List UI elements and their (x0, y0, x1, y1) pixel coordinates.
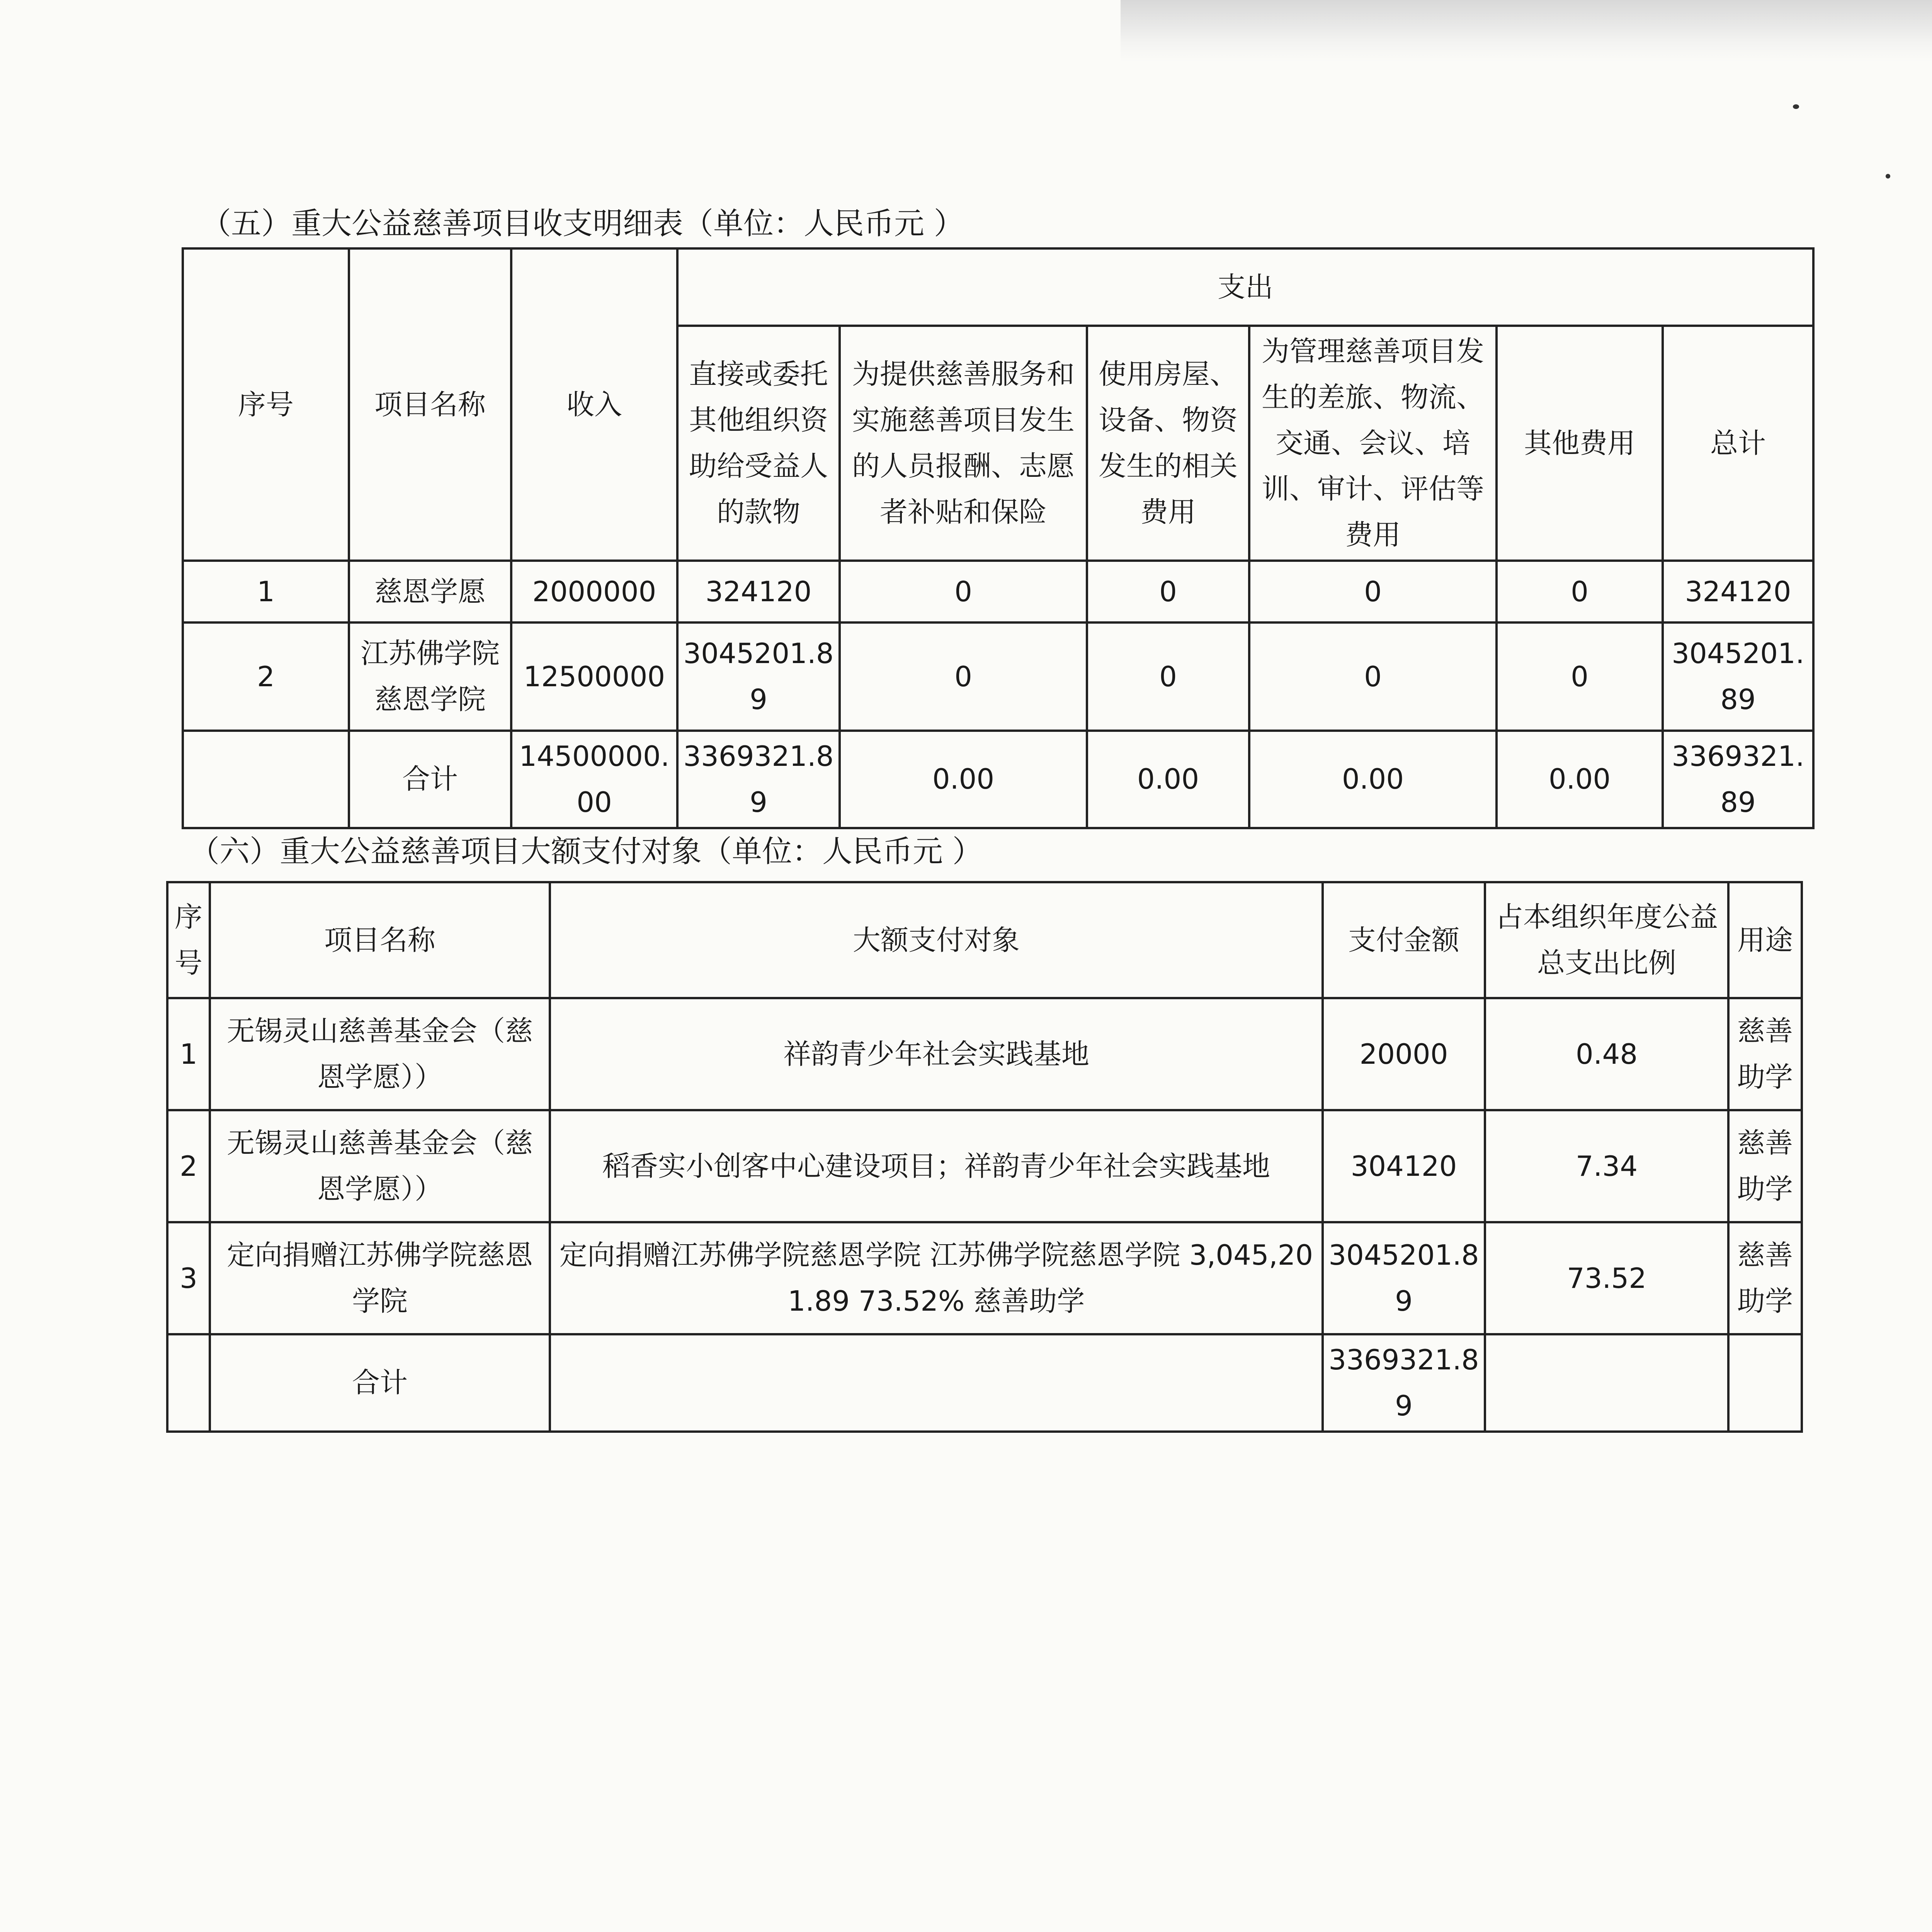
header-other: 其他费用 (1497, 326, 1663, 561)
cell-amount: 3045201.89 (1323, 1222, 1485, 1334)
header-management: 为管理慈善项目发生的差旅、物流、交通、会议、培训、审计、评估等费用 (1249, 326, 1497, 561)
table-row (167, 1110, 1802, 1222)
header-facilities: 使用房屋、设备、物资发生的相关费用 (1087, 326, 1249, 561)
cell-income: 12500000 (511, 622, 677, 731)
cell-facilities: 0 (1087, 561, 1249, 622)
cell-use: 慈善助学 (1728, 998, 1802, 1110)
cell-facilities: 0 (1087, 622, 1249, 731)
cell-name: 无锡灵山慈善基金会（慈恩学愿）） (210, 1110, 550, 1222)
cell-total: 3045201.89 (1663, 622, 1813, 731)
cell-other: 0.00 (1497, 731, 1663, 828)
scan-speck (1793, 104, 1799, 109)
cell-name: 无锡灵山慈善基金会（慈恩学愿）） (210, 998, 550, 1110)
cell-direct-aid: 3369321.89 (677, 731, 840, 828)
cell-seq: 1 (183, 561, 349, 622)
header-income: 收入 (511, 248, 677, 561)
cell-name: 定向捐赠江苏佛学院慈恩学院 (210, 1222, 550, 1334)
header-amount: 支付金额 (1323, 882, 1485, 998)
cell-seq (183, 731, 349, 828)
cell-total: 3369321.89 (1663, 731, 1813, 828)
cell-name: 合计 (349, 731, 511, 828)
cell-other: 0 (1497, 561, 1663, 622)
cell-target: 祥韵青少年社会实践基地 (550, 998, 1323, 1110)
header-total: 总计 (1663, 326, 1813, 561)
section5-title: （五）重大公益慈善项目收支明细表（单位：人民币元 ） (201, 206, 964, 241)
table-total-row (167, 1334, 1802, 1432)
cell-personnel: 0 (840, 561, 1087, 622)
section6-title: （六）重大公益慈善项目大额支付对象（单位：人民币元 ） (189, 834, 983, 869)
cell-amount: 304120 (1323, 1110, 1485, 1222)
header-seq: 序号 (183, 248, 349, 561)
header-name: 项目名称 (349, 248, 511, 561)
cell-ratio: 7.34 (1485, 1110, 1728, 1222)
scan-shadow (1121, 0, 1932, 62)
cell-name: 慈恩学愿 (349, 561, 511, 622)
cell-income: 14500000.00 (511, 731, 677, 828)
cell-personnel: 0.00 (840, 731, 1087, 828)
cell-seq: 2 (167, 1110, 210, 1222)
cell-seq: 1 (167, 998, 210, 1110)
cell-ratio (1485, 1334, 1728, 1432)
large-payments-table (166, 881, 1803, 1433)
cell-personnel: 0 (840, 622, 1087, 731)
cell-ratio: 0.48 (1485, 998, 1728, 1110)
table-total-row (183, 731, 1813, 828)
cell-target: 定向捐赠江苏佛学院慈恩学院 江苏佛学院慈恩学院 3,045,201.89 73.52% 慈善助学 (550, 1222, 1323, 1334)
cell-amount: 20000 (1323, 998, 1485, 1110)
header-expense-group: 支出 (677, 248, 1813, 326)
cell-income: 2000000 (511, 561, 677, 622)
cell-management: 0.00 (1249, 731, 1497, 828)
cell-use (1728, 1334, 1802, 1432)
cell-other: 0 (1497, 622, 1663, 731)
income-expense-table (182, 247, 1815, 829)
table-row (183, 622, 1813, 731)
table-row (167, 1222, 1802, 1334)
cell-direct-aid: 3045201.89 (677, 622, 840, 731)
cell-use: 慈善助学 (1728, 1110, 1802, 1222)
header-use: 用途 (1728, 882, 1802, 998)
cell-management: 0 (1249, 622, 1497, 731)
cell-management: 0 (1249, 561, 1497, 622)
header-seq: 序号 (167, 882, 210, 998)
cell-seq: 3 (167, 1222, 210, 1334)
cell-ratio: 73.52 (1485, 1222, 1728, 1334)
cell-seq: 2 (183, 622, 349, 731)
cell-target (550, 1334, 1323, 1432)
cell-target: 稻香实小创客中心建设项目；祥韵青少年社会实践基地 (550, 1110, 1323, 1222)
scan-speck (1886, 174, 1890, 179)
header-personnel: 为提供慈善服务和实施慈善项目发生的人员报酬、志愿者补贴和保险 (840, 326, 1087, 561)
cell-seq (167, 1334, 210, 1432)
cell-facilities: 0.00 (1087, 731, 1249, 828)
header-direct-aid: 直接或委托其他组织资助给受益人的款物 (677, 326, 840, 561)
cell-amount: 3369321.89 (1323, 1334, 1485, 1432)
header-name: 项目名称 (210, 882, 550, 998)
header-target: 大额支付对象 (550, 882, 1323, 998)
cell-use: 慈善助学 (1728, 1222, 1802, 1334)
cell-total: 324120 (1663, 561, 1813, 622)
table-row (167, 998, 1802, 1110)
table-row (183, 561, 1813, 622)
cell-name: 合计 (210, 1334, 550, 1432)
header-ratio: 占本组织年度公益总支出比例 (1485, 882, 1728, 998)
cell-direct-aid: 324120 (677, 561, 840, 622)
cell-name: 江苏佛学院慈恩学院 (349, 622, 511, 731)
